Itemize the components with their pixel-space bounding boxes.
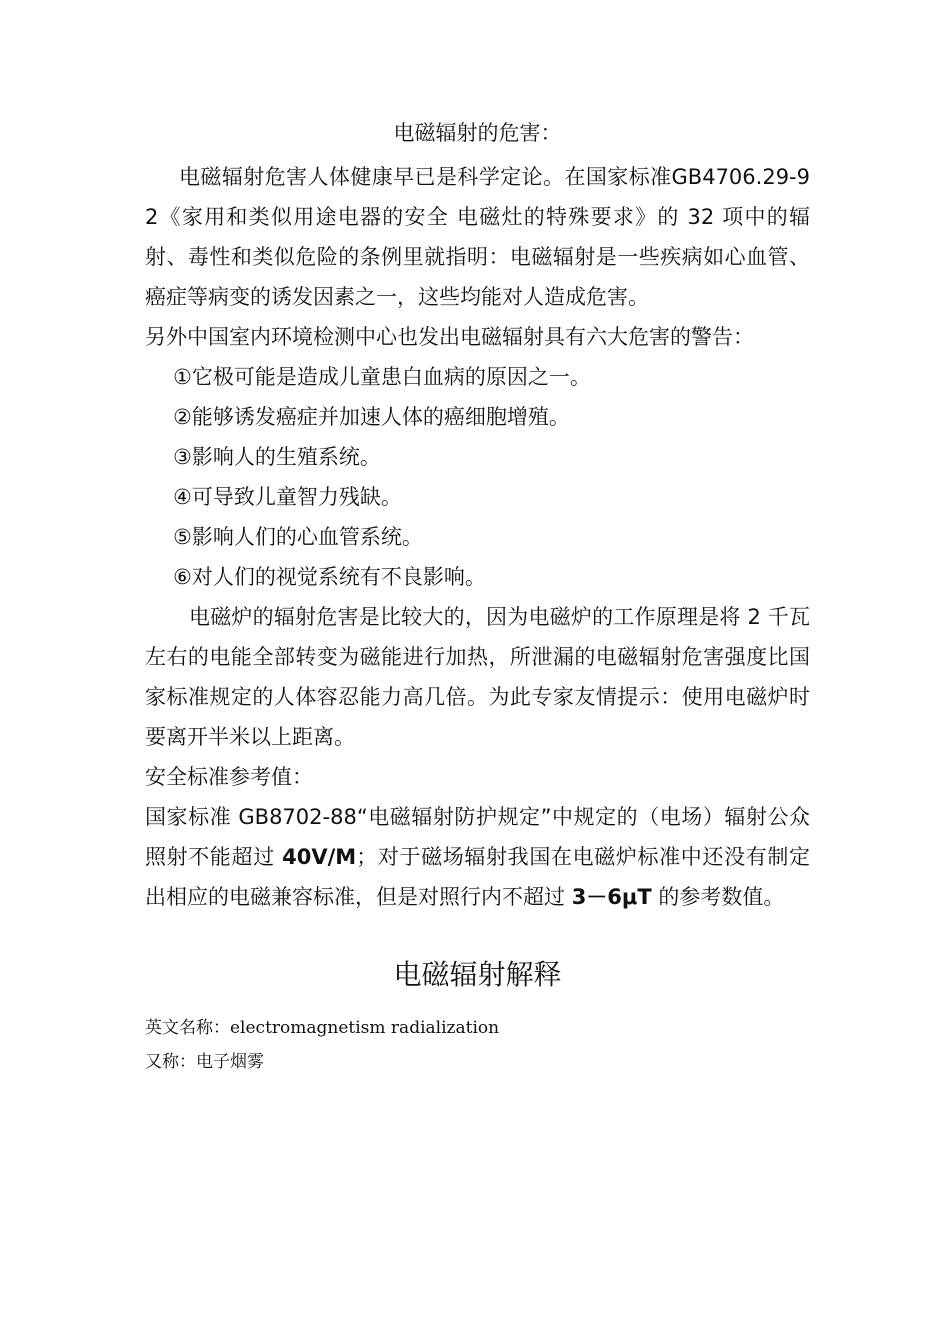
hazard-item: ⑥对人们的视觉系统有不良影响。: [173, 565, 486, 589]
paragraph-intro: 电磁辐射危害人体健康早已是科学定论。在国家标准GB4706.29-92《家用和类似用途电器的安全 电磁灶的特殊要求》的 32 项中的辐射、毒性和类似危险的条例里就指明：电磁辐射是一些疾病如心血管、癌症等病变的诱发因素之一，这些均能对人造成危害。: [145, 165, 810, 309]
paragraph-safety-standard: [145, 797, 810, 917]
hazard-item: ①它极可能是造成儿童患白血病的原因之一。: [173, 365, 591, 389]
hazard-item: ③影响人的生殖系统。: [173, 445, 381, 469]
hazard-item: ④可导致儿童智力残缺。: [173, 485, 402, 509]
english-name-line: 英文名称：electromagnetism radialization: [145, 1018, 500, 1038]
standard-text-part-1: 国家标准 GB8702-88“电磁辐射防护规定”中规定的（电场）辐射公众照射不能超过: [145, 805, 810, 869]
magnetic-field-limit: 3－6μT: [571, 885, 652, 909]
document-content: [145, 115, 810, 1079]
electric-field-limit: 40V/M: [282, 845, 357, 869]
standard-text-part-2: ；对于磁场辐射我国在电磁炉标准中还没有制定出相应的电磁兼容标准，但是对照行内不超过: [145, 845, 810, 909]
section-title-hazards: 电磁辐射的危害：: [393, 121, 562, 145]
hazard-list: [145, 357, 810, 597]
hazard-item: ⑤影响人们的心血管系统。: [173, 525, 423, 549]
paragraph-warning-intro: 另外中国室内环境检测中心也发出电磁辐射具有六大危害的警告：: [145, 325, 754, 349]
hazard-item: ②能够诱发癌症并加速人体的癌细胞增殖。: [173, 405, 570, 429]
section-title-explanation: 电磁辐射解释: [393, 958, 562, 991]
standard-text-part-3: 的参考数值。: [651, 885, 785, 909]
paragraph-safety-standard-heading: 安全标准参考值：: [145, 765, 313, 789]
alias-line: 又称：电子烟雾: [145, 1052, 264, 1072]
paragraph-induction-cooker: 电磁炉的辐射危害是比较大的，因为电磁炉的工作原理是将 2 千瓦左右的电能全部转变为磁能进行加热，所泄漏的电磁辐射危害强度比国家标准规定的人体容忍能力高几倍。为此专家友情提示：使用电磁炉时要离开半米以上距离。: [145, 605, 810, 749]
